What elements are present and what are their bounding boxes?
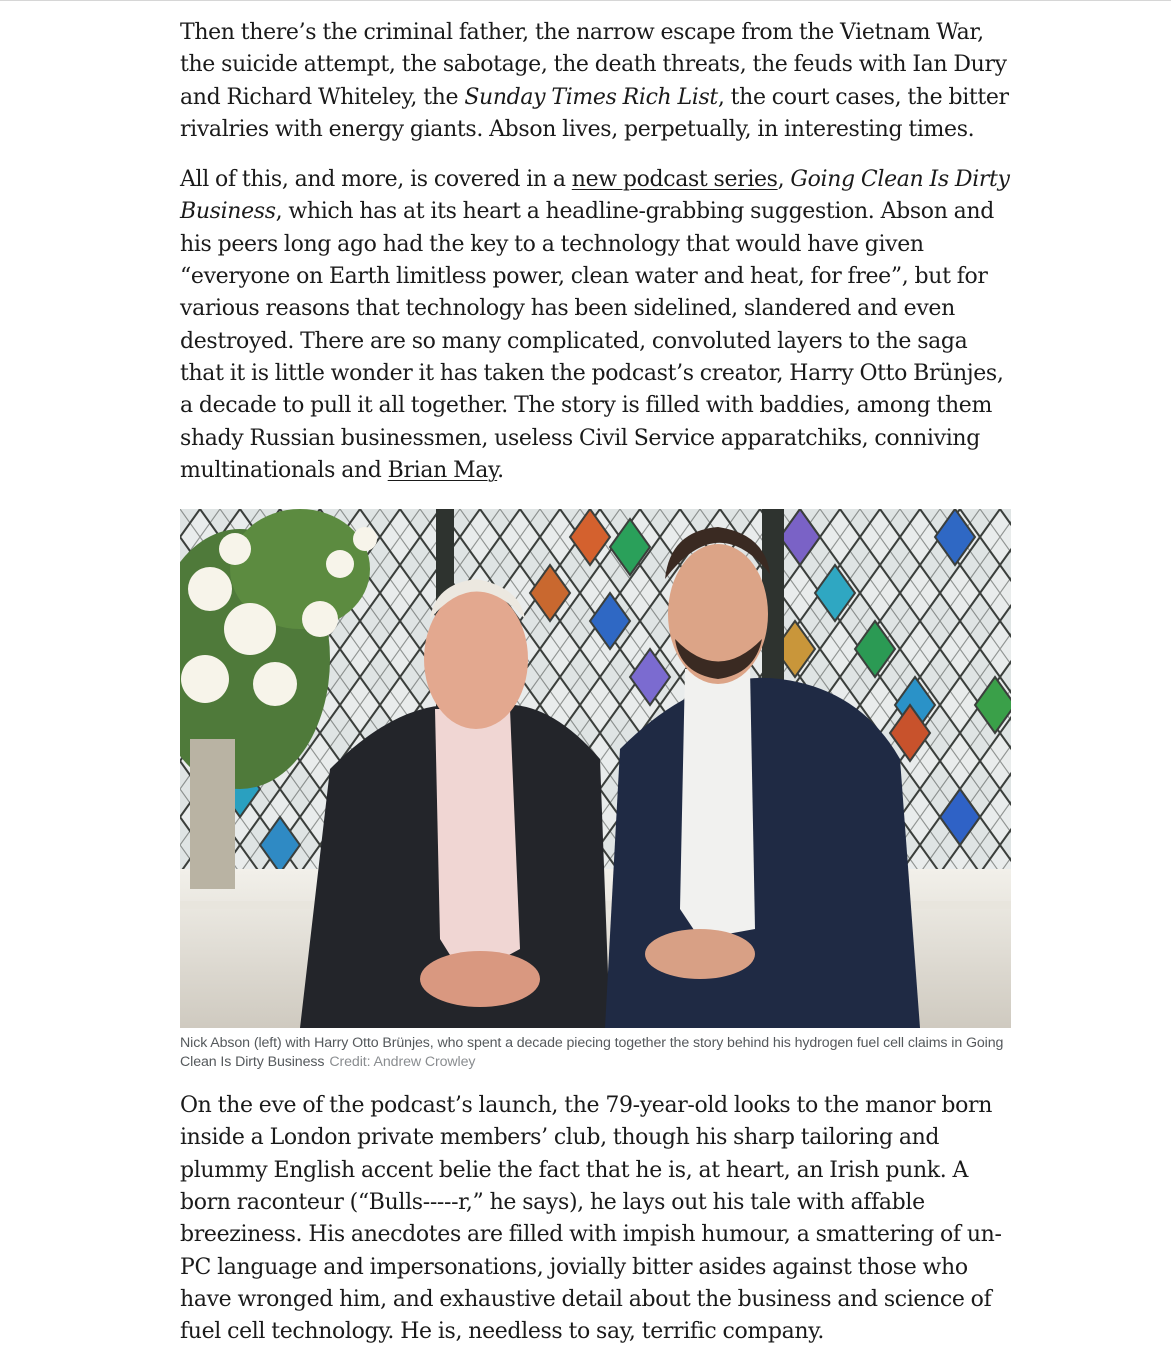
paragraph-1 [180,17,1011,146]
article-photo[interactable] [180,509,1011,1028]
paragraph-2 [180,164,1011,487]
photo-credit: Credit: Andrew Crowley [329,1054,476,1071]
caption-text: Nick Abson (left) with Harry Otto Brünjes, who spent a decade piecing together the story behind his hydrogen fuel cell claims in Going Clean Is Dirty Business [180,1035,1004,1071]
paragraph-2-text-a: All of this, and more, is covered in a [180,167,572,193]
paragraph-1-text-a: Then there’s the criminal father, the narrow escape from the Vietnam War, the suicide attempt, the sabotage, the death threats, the feuds with Ian Dury and Richard Whiteley, the [180,20,1007,110]
new-podcast-series-link[interactable]: new podcast series [571,167,778,193]
photo-caption [180,1034,1011,1072]
article-figure [180,509,1011,1072]
paragraph-1-text-b: , the court cases, the bitter rivalries with energy giants. Abson lives, perpetually, in interesting times. [180,84,1009,142]
paragraph-2-text-c: , which has at its heart a headline-grabbing suggestion. Abson and his peers long ago had the key to a technology that would have given “everyone on Earth limitless power, clean water and heat, for free”, but for various reasons that technology has been sidelined, slandered and even destroyed. There are so many complicated, convoluted layers to the saga that it is little wonder it has taken the podcast’s creator, Harry Otto Brünjes, a decade to pull it all together. The story is filled with baddies, among them shady Russian businessmen, useless Civil Service apparatchiks, conniving multinationals and [180,199,1004,483]
brian-may-link[interactable]: Brian May [387,457,498,483]
rich-list-title: Sunday Times Rich List [464,84,718,110]
article-body [180,17,1011,1349]
paragraph-3: On the eve of the podcast’s launch, the 79-year-old looks to the manor born inside a London private members’ club, though his sharp tailoring and plummy English accent belie the fact that he is, at heart, an Irish punk. A born raconteur (“Bulls-----r,” he says), he lays out his tale with affable breeziness. His anecdotes are filled with impish humour, a smattering of un-PC language and impersonations, jovially bitter asides against those who have wronged him, and exhaustive detail about the business and science of fuel cell technology. He is, needless to say, terrific company. [180,1093,1002,1345]
paragraph-2-text-b: , [777,167,791,193]
podcast-title: Going Clean Is Dirty Business [180,167,1010,225]
paragraph-2-text-d: . [497,457,504,483]
